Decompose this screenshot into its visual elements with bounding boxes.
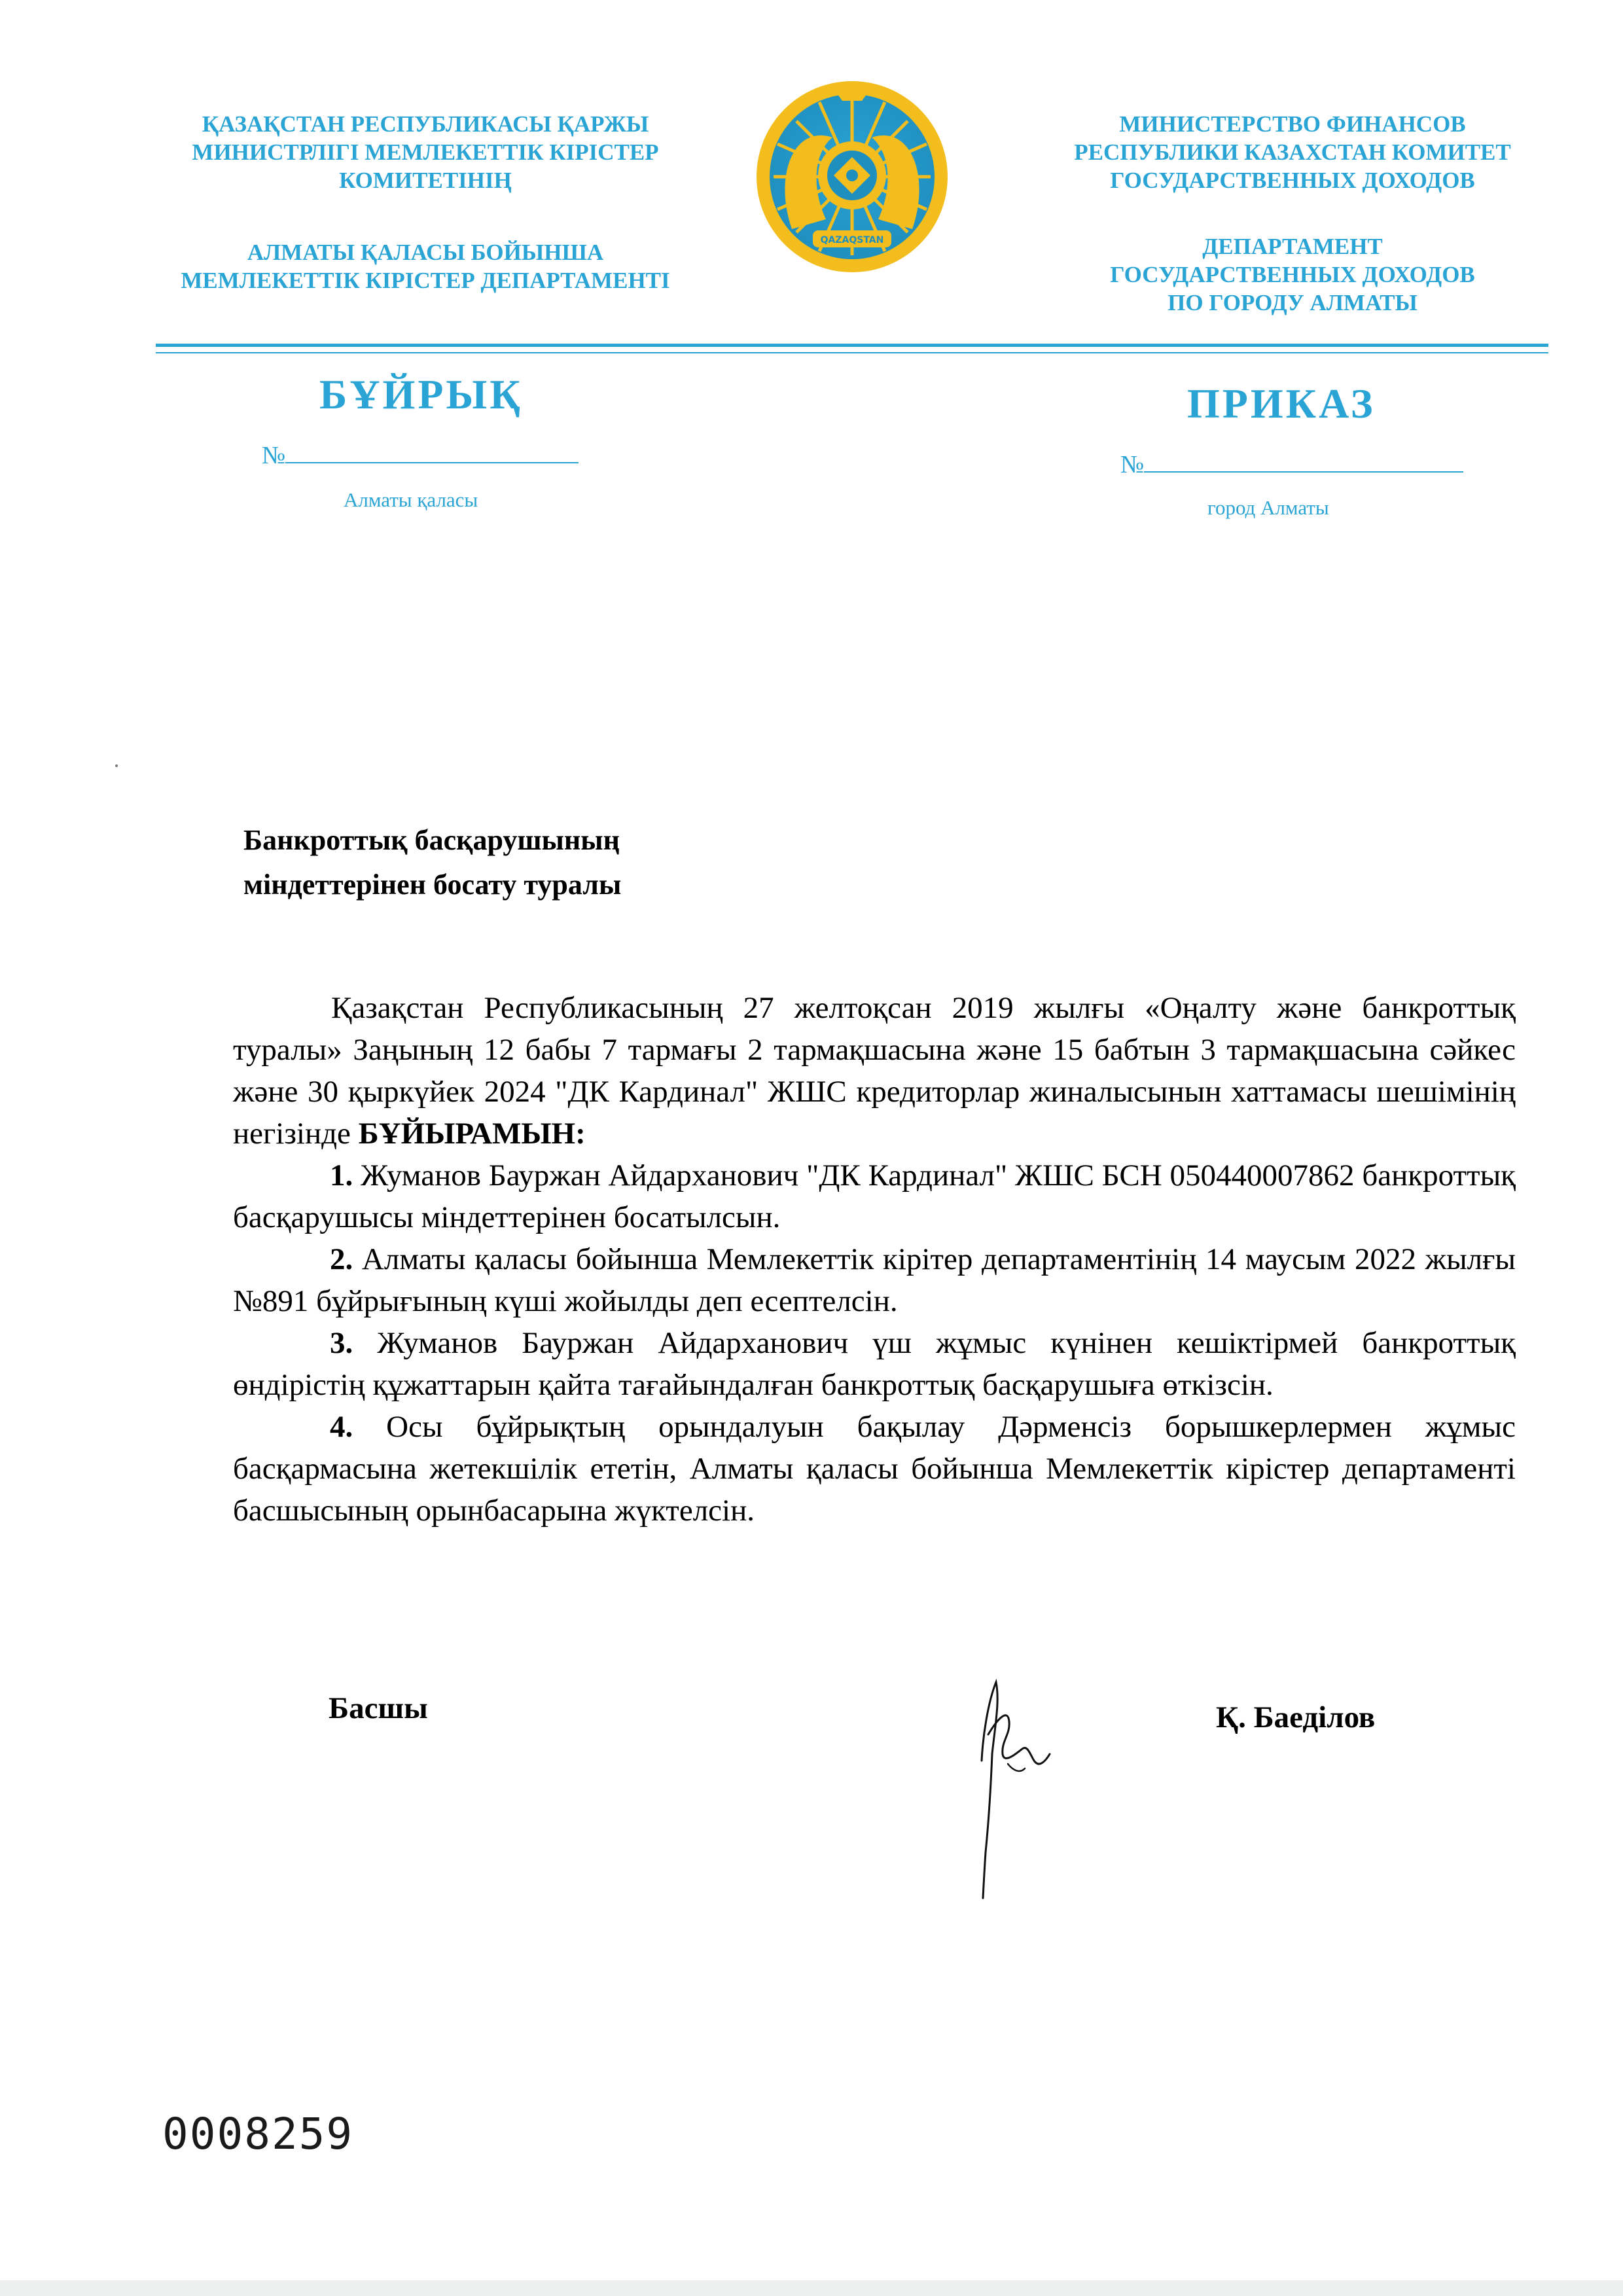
ru-ministry-line: РЕСПУБЛИКИ КАЗАХСТАН КОМИТЕТ bbox=[1074, 139, 1511, 165]
handwritten-signature bbox=[962, 1656, 1067, 1905]
order-item bbox=[233, 1155, 1516, 1238]
subject-line: Банкроттық басқарушының bbox=[243, 824, 620, 856]
kz-ministry-header bbox=[137, 110, 713, 194]
kz-ministry-line: МИНИСТРЛІГІ МЕМЛЕКЕТТІК КІРІСТЕР bbox=[192, 139, 659, 165]
ru-ministry-line: МИНИСТЕРСТВО ФИНАНСОВ bbox=[1119, 111, 1466, 137]
header-divider bbox=[156, 344, 1548, 347]
kz-ministry-line: ҚАЗАҚСТАН РЕСПУБЛИКАСЫ ҚАРЖЫ bbox=[202, 111, 649, 137]
number-blank-line bbox=[285, 441, 579, 463]
city-label-ru: город Алматы bbox=[1207, 496, 1329, 519]
scan-speck bbox=[115, 764, 118, 767]
subject-line: міндеттерінен босату туралы bbox=[243, 869, 622, 901]
preamble-text: Қазақстан Республикасының 27 желтоқсан 2019 жылғы «Оңалту және банкроттық туралы» Заңының 12 бабы 7 тармағы 2 тармақшасына және 15 бабтын 3 тармақшасына сәйкес және 30 қыркүйек 2024 "ДК Кардинал" ЖШС кредиторлар жиналысынын хаттамасы шешімінің негізінде bbox=[233, 991, 1516, 1151]
kz-department-header bbox=[137, 238, 713, 295]
number-blank-line bbox=[1144, 450, 1463, 473]
order-item bbox=[233, 1406, 1516, 1532]
ru-department-line: ПО ГОРОДУ АЛМАТЫ bbox=[1168, 290, 1418, 315]
number-sign: № bbox=[1120, 451, 1145, 478]
kz-ministry-line: КОМИТЕТІНІҢ bbox=[339, 168, 512, 193]
header-divider-thin bbox=[156, 352, 1548, 353]
order-item bbox=[233, 1238, 1516, 1322]
number-sign: № bbox=[262, 442, 286, 469]
item-text: Жуманов Бауржан Айдарханович үш жұмыс күнінен кешіктірмей банкроттық өндірістің құжаттарын қайта тағайындалған банкроттық басқарушыға өткізсін. bbox=[233, 1326, 1516, 1402]
item-text: Осы бұйрықтың орындалуын бақылау Дәрменсіз борышкерлермен жұмыс басқармасына жетекшілік ететін, Алматы қаласы бойынша Мемлекеттік кірістер департаменті басшысының орынбасарына жүктелсін. bbox=[233, 1410, 1516, 1528]
order-item bbox=[233, 1322, 1516, 1406]
order-title-ru: ПРИКАЗ bbox=[1187, 380, 1376, 427]
order-body bbox=[233, 987, 1516, 1532]
ru-department-header bbox=[1021, 232, 1564, 317]
emblem-caption: QAZAQSTAN bbox=[820, 235, 884, 245]
ru-ministry-line: ГОСУДАРСТВЕННЫХ ДОХОДОВ bbox=[1110, 168, 1475, 193]
item-number: 1. bbox=[330, 1158, 353, 1193]
ru-ministry-header bbox=[1021, 110, 1564, 194]
kz-department-line: МЕМЛЕКЕТТІК КІРІСТЕР ДЕПАРТАМЕНТІ bbox=[181, 268, 670, 293]
item-number: 4. bbox=[330, 1410, 353, 1444]
order-number-kz bbox=[262, 441, 579, 470]
city-label-kz: Алматы қаласы bbox=[344, 488, 478, 511]
order-subject bbox=[243, 818, 621, 907]
order-title-kz: БҰЙРЫҚ bbox=[319, 371, 523, 418]
order-number-ru bbox=[1120, 450, 1463, 479]
item-number: 2. bbox=[330, 1242, 353, 1276]
scan-bottom-edge bbox=[0, 2280, 1623, 2296]
kz-department-line: АЛМАТЫ ҚАЛАСЫ БОЙЫНША bbox=[247, 240, 604, 265]
item-number: 3. bbox=[330, 1326, 353, 1360]
item-text: Жуманов Бауржан Айдарханович "ДК Кардинал" ЖШС БСН 050440007862 банкроттық басқарушысы міндеттерінен босатылсын. bbox=[233, 1158, 1516, 1234]
item-text: Алматы қаласы бойынша Мемлекеттік кірітер департаментінің 14 маусым 2022 жылғы №891 бұйрығының күші жойылды деп есептелсін. bbox=[233, 1242, 1516, 1318]
order-word: БҰЙЫРАМЫН: bbox=[358, 1117, 586, 1151]
signatory-position: Басшы bbox=[329, 1691, 428, 1725]
signatory-name: Қ. Баеділов bbox=[1216, 1700, 1376, 1734]
state-emblem-icon bbox=[754, 79, 950, 281]
ru-department-line: ГОСУДАРСТВЕННЫХ ДОХОДОВ bbox=[1110, 262, 1475, 287]
serial-number: 0008259 bbox=[162, 2109, 354, 2159]
ru-department-line: ДЕПАРТАМЕНТ bbox=[1202, 234, 1383, 259]
preamble-paragraph bbox=[233, 987, 1516, 1155]
